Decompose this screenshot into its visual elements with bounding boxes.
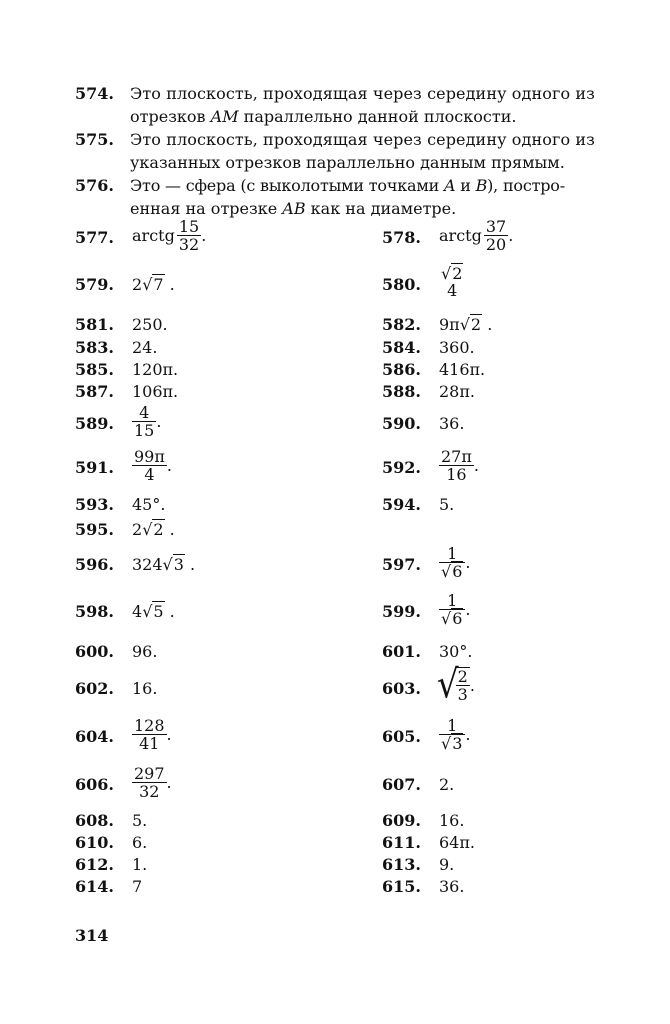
numerator: 99π — [134, 447, 165, 466]
numerator: 128 — [134, 716, 165, 735]
text-line: Это плоскость, проходящая через середину одного из — [130, 130, 595, 149]
answer-value: 324√3 . — [132, 555, 196, 574]
punctuation: . — [169, 520, 175, 539]
radicand: 6 — [452, 609, 463, 628]
fraction — [132, 404, 156, 439]
answer-number: 608. — [75, 811, 114, 830]
denominator: 3 — [457, 685, 468, 704]
text-line: указанных отрезков параллельно данным прямым. — [130, 153, 565, 172]
answer-value: 2. — [439, 775, 455, 794]
answer-number: 597. — [382, 555, 421, 574]
punctuation: . — [169, 602, 175, 621]
answer-number: 615. — [382, 877, 421, 896]
punctuation: . — [169, 275, 175, 294]
answer-value: 250. — [132, 315, 168, 334]
answer-number: 587. — [75, 382, 114, 401]
fraction — [439, 265, 465, 299]
radicand: 5 — [153, 602, 164, 621]
radicand: 6 — [452, 562, 463, 581]
fraction — [439, 592, 465, 627]
answer-number: 592. — [382, 458, 421, 477]
answer-value: 64π. — [439, 833, 475, 852]
answer-number: 575. — [75, 130, 114, 149]
answer-number: 579. — [75, 275, 114, 294]
answer-value: 9. — [439, 855, 455, 874]
answer-value: 2√7 . — [132, 275, 175, 294]
answer-value: 7 — [132, 877, 143, 896]
answer-number: 581. — [75, 315, 114, 334]
page-number: 314 — [75, 926, 109, 945]
denominator: 15 — [134, 421, 155, 440]
radicand: 2 — [153, 520, 164, 539]
answer-value — [437, 662, 475, 708]
denominator: √6 — [439, 609, 465, 627]
punctuation: . — [508, 226, 514, 245]
denominator: 32 — [132, 782, 167, 800]
denominator: 32 — [178, 235, 200, 254]
answer-number: 580. — [382, 275, 421, 294]
coefficient: 4 — [132, 602, 143, 621]
answer-number: 593. — [75, 495, 114, 514]
answer-576 — [75, 174, 600, 220]
answer-number: 606. — [75, 775, 114, 794]
answer-value: 120π. — [132, 360, 179, 379]
radicand: 7 — [153, 275, 164, 294]
fraction — [439, 448, 474, 483]
denominator: 4 — [132, 465, 167, 483]
answer-value: 28π. — [439, 382, 475, 401]
numerator: 1 — [447, 716, 458, 735]
answer-value: 36. — [439, 877, 465, 896]
fraction — [439, 545, 465, 580]
answer-number: 584. — [382, 338, 421, 357]
answer-value: 1. — [132, 855, 148, 874]
answer-value: 416π. — [439, 360, 486, 379]
answer-number: 582. — [382, 315, 421, 334]
answer-number: 596. — [75, 555, 114, 574]
answer-value — [439, 545, 470, 580]
answer-value — [132, 765, 172, 800]
punctuation: . — [190, 555, 196, 574]
answer-text — [130, 128, 600, 174]
fraction — [132, 717, 167, 752]
answer-value — [132, 218, 206, 253]
punctuation: . — [473, 456, 479, 475]
answer-number: 594. — [382, 495, 421, 514]
fraction — [439, 717, 465, 752]
text-line: Это — сфера (с выколотыми точками A и B), постро- — [130, 176, 565, 195]
answer-number: 605. — [382, 727, 421, 746]
numerator: 1 — [447, 591, 458, 610]
answer-value: 30°. — [439, 642, 473, 661]
text-line: Это плоскость, проходящая через середину одного из — [130, 84, 595, 103]
answer-574 — [75, 82, 600, 128]
answer-value — [439, 218, 513, 253]
punctuation: . — [201, 226, 207, 245]
punctuation: . — [166, 773, 172, 792]
answer-value: 6. — [132, 833, 148, 852]
fraction — [484, 218, 508, 253]
answer-text — [130, 82, 600, 128]
punctuation: . — [469, 675, 475, 695]
punctuation: . — [465, 553, 471, 572]
answer-value: 16. — [132, 679, 158, 698]
answer-value: 24. — [132, 338, 158, 357]
answer-number: 614. — [75, 877, 114, 896]
answer-number: 609. — [382, 811, 421, 830]
radicand: 2 — [470, 315, 482, 334]
numerator: 15 — [178, 217, 200, 236]
answer-number: 602. — [75, 679, 114, 698]
fraction — [132, 448, 167, 483]
answer-number: 601. — [382, 642, 421, 661]
radicand: 3 — [173, 555, 184, 574]
answer-number: 589. — [75, 414, 114, 433]
radicand: 2 — [452, 264, 463, 283]
function-label: arctg — [439, 226, 482, 245]
answer-value: 5. — [132, 811, 148, 830]
numerator: √2 — [441, 264, 463, 283]
punctuation: . — [487, 315, 493, 334]
punctuation: . — [156, 412, 162, 431]
denominator: 20 — [485, 235, 507, 254]
answer-value — [439, 448, 479, 483]
radicand: 3 — [452, 734, 463, 753]
answer-number: 591. — [75, 458, 114, 477]
answer-number: 613. — [382, 855, 421, 874]
denominator: 41 — [132, 734, 167, 752]
coefficient: 2 — [132, 520, 143, 539]
answer-number: 595. — [75, 520, 114, 539]
numerator: 37 — [485, 217, 507, 236]
answer-value: 5. — [439, 495, 455, 514]
numerator: 4 — [139, 403, 150, 422]
answer-575 — [75, 128, 600, 174]
answer-number: 600. — [75, 642, 114, 661]
denominator: √6 — [439, 562, 465, 580]
punctuation: . — [166, 725, 172, 744]
answer-value: 96. — [132, 642, 158, 661]
answer-number: 577. — [75, 228, 114, 247]
fraction — [132, 765, 167, 800]
denominator: 4 — [447, 281, 458, 300]
answer-text — [130, 174, 600, 220]
text-line: отрезков AM параллельно данной плоскости. — [130, 107, 517, 126]
answer-value: 360. — [439, 338, 475, 357]
answer-number: 586. — [382, 360, 421, 379]
punctuation: . — [465, 600, 471, 619]
answer-number: 604. — [75, 727, 114, 746]
answer-value: 4√5 . — [132, 602, 175, 621]
answer-number: 574. — [75, 84, 114, 103]
function-label: arctg — [132, 226, 175, 245]
answer-value: 106π. — [132, 382, 179, 401]
answer-number: 607. — [382, 775, 421, 794]
answer-number: 576. — [75, 176, 114, 195]
answer-value — [439, 265, 465, 299]
answer-value: 45°. — [132, 495, 166, 514]
answer-value: 16. — [439, 811, 465, 830]
coefficient: 2 — [132, 275, 143, 294]
numerator: 27π — [441, 447, 472, 466]
punctuation: . — [166, 456, 172, 475]
coefficient: 9π — [439, 315, 460, 334]
answer-value: 9π√2 . — [439, 315, 493, 334]
answer-value — [439, 717, 470, 752]
answer-number: 578. — [382, 228, 421, 247]
answer-number: 603. — [382, 679, 421, 698]
answer-number: 610. — [75, 833, 114, 852]
answer-number: 612. — [75, 855, 114, 874]
numerator: 1 — [447, 544, 458, 563]
answer-value — [132, 448, 172, 483]
numerator: 297 — [134, 764, 165, 783]
fraction — [177, 218, 201, 253]
answer-number: 590. — [382, 414, 421, 433]
answer-number: 599. — [382, 602, 421, 621]
answer-number: 598. — [75, 602, 114, 621]
answer-value — [132, 717, 172, 752]
answer-value: 36. — [439, 414, 465, 433]
answer-number: 588. — [382, 382, 421, 401]
sqrt-sign: √ — [437, 662, 459, 708]
denominator: 16 — [439, 465, 474, 483]
numerator: 2 — [457, 667, 468, 686]
coefficient: 324 — [132, 555, 163, 574]
text-line: енная на отрезке AB как на диаметре. — [130, 199, 457, 218]
punctuation: . — [465, 725, 471, 744]
answer-value: 2√2 . — [132, 520, 175, 539]
answer-number: 583. — [75, 338, 114, 357]
answer-value — [132, 404, 161, 439]
answer-value — [439, 592, 470, 627]
denominator: √3 — [439, 734, 465, 752]
answer-number: 585. — [75, 360, 114, 379]
answer-number: 611. — [382, 833, 421, 852]
